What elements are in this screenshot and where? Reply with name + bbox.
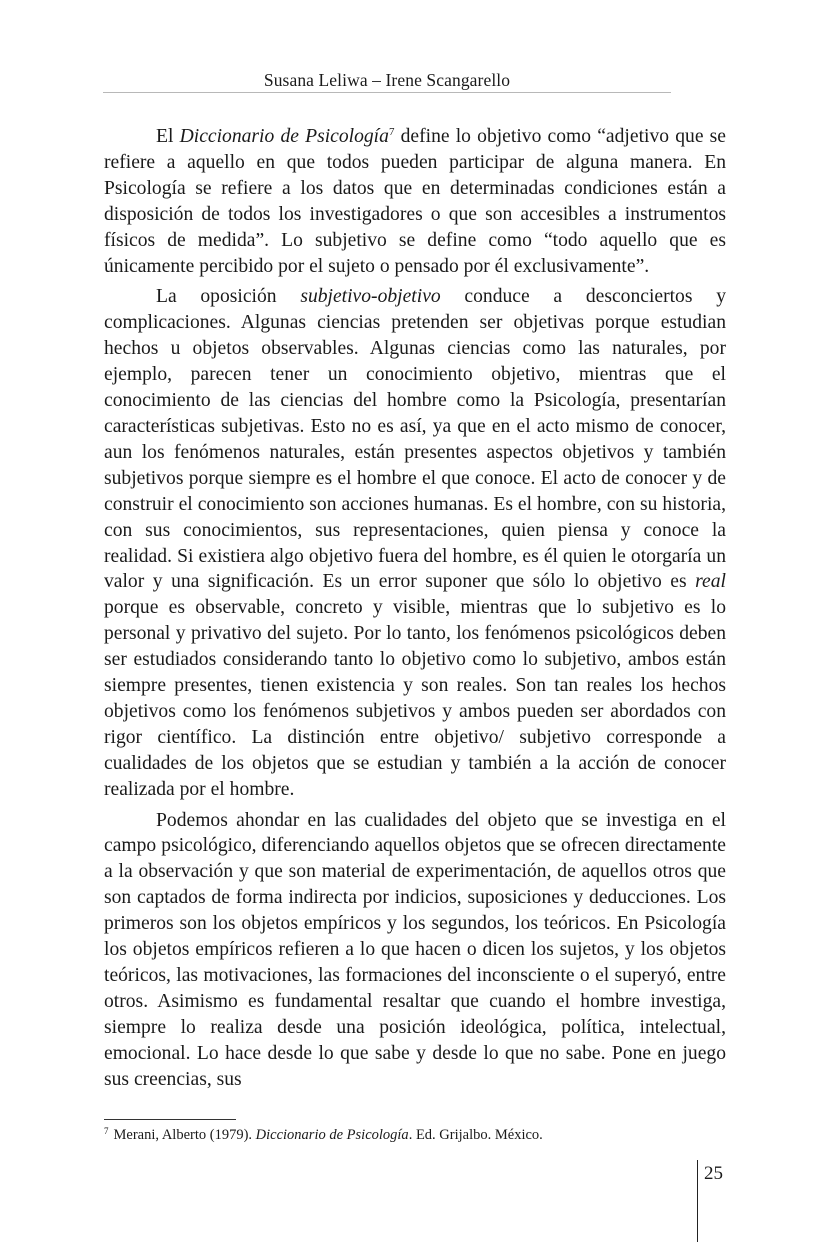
page-number-rule — [697, 1160, 698, 1242]
paragraph-3: Podemos ahondar en las cualidades del objeto que se investiga en el campo psicológico, diferenciando aquellos objetos que se ofrecen directamente a la observación y que son material de experimentación, de aquellos otros que son captados de forma indirecta por indicios, suposiciones y deducciones. Los primeros son los objetos empíricos y los segundos, los teóricos. En Psicología los objetos empíricos refieren a lo que hacen o dicen los sujetos, y los objetos teóricos, las motivaciones, las formaciones del inconsciente o el superyó, entre otros. Asimismo es fundamental resaltar que cuando el hombre investiga, siempre lo realiza desde una posición ideológica, política, intelectual, emocional. Lo hace desde lo que sabe y desde lo que no sabe. Pone en juego sus creencias, sus — [104, 809, 726, 1090]
dictionary-title: Diccionario de Psicología — [179, 126, 389, 147]
footnote-book-title: Diccionario de Psicología — [255, 1127, 409, 1143]
footnote-number: 7 — [104, 1126, 109, 1136]
header-divider — [103, 92, 671, 93]
footnote-reference: 7 — [388, 126, 395, 138]
paragraph-2: La oposición subjetivo-objetivo conduce a desconciertos y complicaciones. Algunas ciencias pretenden ser objetivas porque estudian hechos u objetos observables. Algunas ciencias como las naturales, por ejemplo, parecen tener un conocimiento objetivo, mientras que el conocimiento de las ciencias del hombre como la Psicología, presentarían características subjetivas. Esto no es así, ya que en el acto mismo de conocer, aun los fenómenos naturales, están presentes aspectos objetivos y también subjetivos porque siempre es el hombre el que conoce. El acto de conocer y de construir el conocimiento son acciones humanas. Es el hombre, con su historia, con sus conocimientos, sus representaciones, quien piensa y conoce la realidad. Si existiera algo objetivo fuera del hombre, es él quien le otorgaría un valor y una significación. Es un error suponer que sólo lo objetivo es real porque es observable, concreto y visible, mientras que lo subjetivo es lo personal y privativo del sujeto. Por lo tanto, los fenómenos psicológicos deben ser estudiados considerando tanto lo objetivo como lo subjetivo, ambos están siempre presentes, tienen existencia y son reales. Son tan reales los hechos objetivos como los fenómenos subjetivos y ambos pueden ser abordados con rigor científico. La distinción entre objetivo/ subjetivo corresponde a cualidades de los objetos que se estudian y también a la acción de conocer realizada por el hombre. — [104, 286, 726, 800]
footnote: $^7$ Merani, Alberto (1979). Diccionario de Psicología. Ed. Grijalbo. México. — [104, 1126, 543, 1143]
running-header: Susana Leliwa – Irene Scangarello — [263, 70, 511, 90]
paragraph-1: El Diccionario de Psicología$^7$ define lo objetivo como “adjetivo que se refiere a aquello en que todos pueden participar de alguna manera. En Psicología se refiere a los datos que en determinadas condiciones están a disposición de todos los investigadores o que son accesibles a instrumentos físicos de medida”. Lo subjetivo se define como “todo aquello que es únicamente percibido por el sujeto o pensado por él exclusivamente”. — [104, 126, 727, 277]
page-body — [104, 124, 726, 1093]
emphasis-real: real — [695, 571, 726, 593]
emphasis-subjetivo-objetivo: subjetivo-objetivo — [300, 286, 441, 308]
footnote-divider — [104, 1119, 236, 1120]
page-number: 25 — [704, 1163, 723, 1184]
